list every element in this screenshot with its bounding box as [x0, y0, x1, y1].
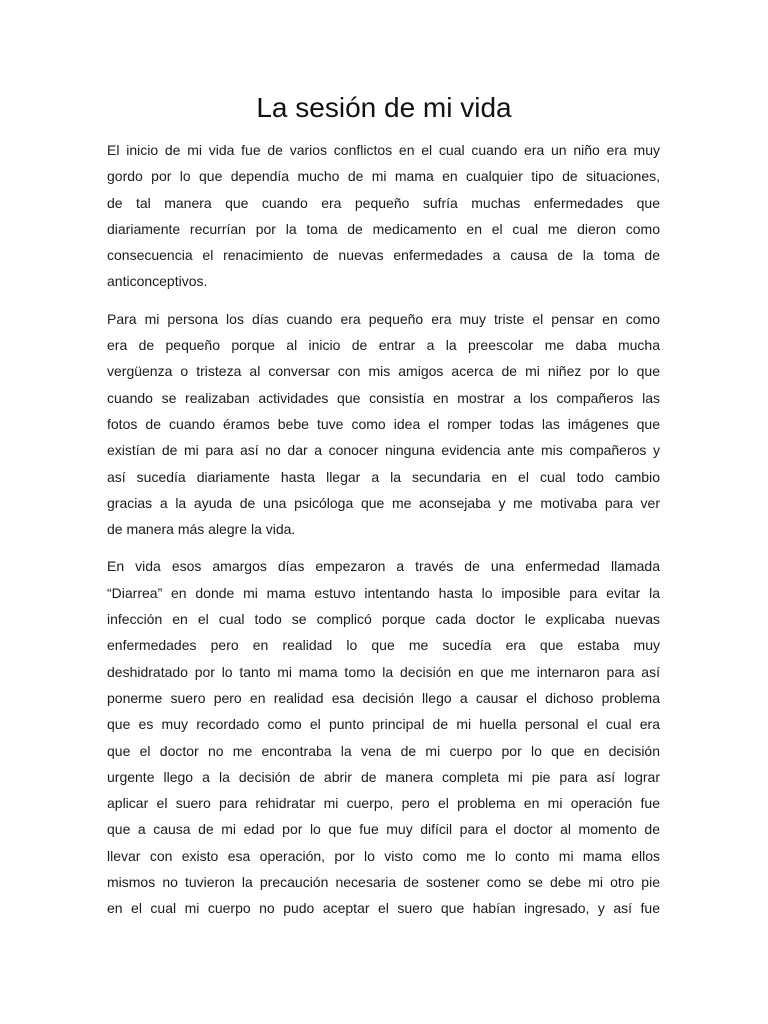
text-line: de tal manera que cuando era pequeño sufría muchas enfermedades que: [107, 194, 660, 211]
paragraph: [107, 553, 660, 921]
document-body: [107, 137, 660, 933]
text-line: gracias a la ayuda de una psicóloga que me aconsejaba y me motivaba para ver: [107, 494, 660, 511]
text-line: Para mi persona los días cuando era pequeño era muy triste el pensar en como: [107, 310, 660, 327]
text-line: así sucedía diariamente hasta llegar a la secundaria en el cual todo cambio: [107, 468, 660, 485]
text-line: era de pequeño porque al inicio de entrar a la preescolar me daba mucha: [107, 337, 660, 354]
text-line: que es muy recordado como el punto principal de mi huella personal el cual era: [107, 716, 660, 733]
paragraph: [107, 306, 660, 543]
text-line: consecuencia el renacimiento de nuevas enfermedades a causa de la toma de: [107, 247, 660, 264]
text-line: llevar con existo esa operación, por lo visto como me lo conto mi mama ellos: [107, 847, 660, 864]
text-line: aplicar el suero para rehidratar mi cuerpo, pero el problema en mi operación fue: [107, 795, 660, 812]
text-line: “Diarrea” en donde mi mama estuvo intentando hasta lo imposible para evitar la: [107, 584, 660, 601]
text-line: en el cual mi cuerpo no pudo aceptar el suero que habían ingresado, y así fue: [107, 900, 660, 917]
text-line: fotos de cuando éramos bebe tuve como idea el romper todas las imágenes que: [107, 415, 660, 432]
text-line: mismos no tuvieron la precaución necesaria de sostener como se debe mi otro pie: [107, 874, 660, 891]
text-line: anticonceptivos.: [107, 273, 208, 290]
paragraph: [107, 137, 660, 295]
text-line: cuando se realizaban actividades que consistía en mostrar a los compañeros las: [107, 389, 660, 406]
text-line: que el doctor no me encontraba la vena de mi cuerpo por lo que en decisión: [107, 742, 660, 759]
document-title: La sesión de mi vida: [256, 92, 512, 123]
text-line: de manera más alegre la vida.: [107, 521, 296, 538]
text-line: enfermedades pero en realidad lo que me sucedía era que estaba muy: [107, 637, 660, 654]
text-line: que a causa de mi edad por lo que fue muy difícil para el doctor al momento de: [107, 821, 660, 838]
text-line: gordo por lo que dependía mucho de mi mama en cualquier tipo de situaciones,: [107, 168, 660, 185]
text-line: infección en el cual todo se complicó porque cada doctor le explicaba nuevas: [107, 611, 660, 628]
text-line: diariamente recurrían por la toma de medicamento en el cual me dieron como: [107, 220, 660, 237]
text-line: ponerme suero pero en realidad esa decisión llego a causar el dichoso problema: [107, 689, 660, 706]
text-line: vergüenza o tristeza al conversar con mis amigos acerca de mi niñez por lo que: [107, 363, 660, 380]
text-line: deshidratado por lo tanto mi mama tomo la decisión en que me internaron para así: [107, 663, 660, 680]
text-line: El inicio de mi vida fue de varios conflictos en el cual cuando era un niño era muy: [107, 142, 660, 158]
text-line: existían de mi para así no dar a conocer ninguna evidencia ante mis compañeros y: [107, 442, 660, 459]
text-line: urgente llego a la decisión de abrir de manera completa mi pie para así lograr: [107, 768, 660, 785]
text-line: En vida esos amargos días empezaron a través de una enfermedad llamada: [107, 558, 660, 575]
